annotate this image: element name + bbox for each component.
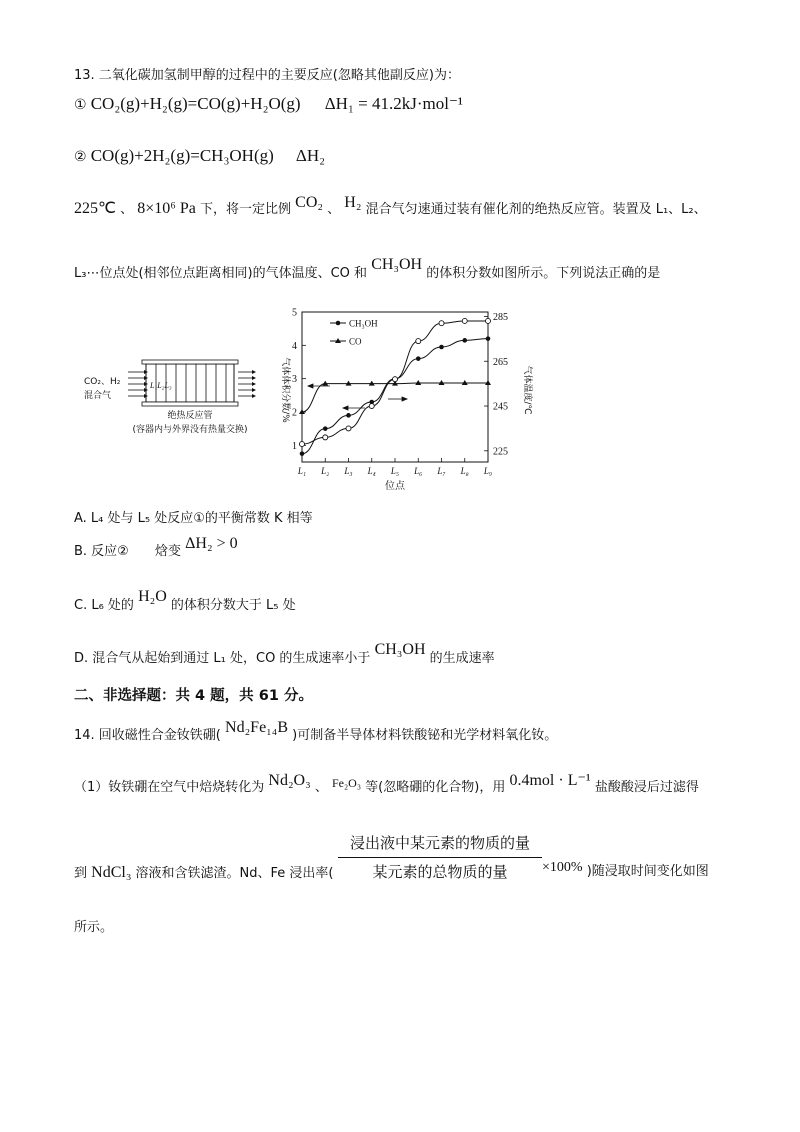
- option-b-math: ΔH₂ > 0: [185, 535, 238, 552]
- legend-label-ch3oh: CH₃OH: [349, 318, 378, 329]
- q14-part1: [74, 772, 699, 796]
- left-tick-label: 5: [292, 307, 297, 319]
- series-line-1: [302, 383, 488, 412]
- data-point: [346, 426, 351, 431]
- ch3oh-formula: CH₃OH: [371, 256, 423, 273]
- series-layer: [299, 318, 491, 456]
- fe2o3-formula: Fe₂O₃: [331, 776, 362, 790]
- x-tick-label: L₅: [390, 466, 400, 476]
- reaction-1-equation: CO₂(g)+H₂(g)=CO(g)+H₂O(g): [90, 94, 301, 113]
- q14-text: 14. 回收磁性合金钕铁硼(: [74, 728, 221, 743]
- reaction-2-equation: CO(g)+2H₂(g)=CH₃OH(g): [90, 146, 274, 165]
- separator: 、: [314, 780, 328, 795]
- data-point: [300, 442, 305, 447]
- temperature: 225℃: [74, 200, 116, 217]
- q14-formula: Nd₂Fe₁₄B: [225, 719, 288, 736]
- q14-part1-text: 等(忽略硼的化合物)，用: [365, 780, 506, 795]
- data-point: [369, 404, 374, 409]
- legend-label-co: CO: [349, 336, 362, 347]
- reaction-1-enthalpy: ΔH₁ = 41.2kJ·mol⁻¹: [324, 94, 464, 113]
- right-tick-label: 265: [493, 356, 508, 368]
- apparatus-diagram: [84, 360, 256, 435]
- option-d-label: D. 混合气从起始到通过 L₁ 处，CO 的生成速率小于: [74, 651, 371, 666]
- h2-formula: H₂: [344, 194, 362, 211]
- data-point: [346, 413, 351, 418]
- data-point: [323, 435, 328, 440]
- x-tick-label: L₆: [414, 466, 423, 476]
- separator: 、: [327, 202, 341, 217]
- option-c-text: 的体积分数大于 L₅ 处: [170, 598, 296, 613]
- data-point: [462, 338, 467, 343]
- data-point: [416, 339, 421, 344]
- conditions-text: L₃⋯位点处(相邻位点距离相同)的气体温度、CO 和: [74, 266, 368, 281]
- q14-text: 溶液和含铁滤渣。Nd、Fe 浸出率(: [135, 866, 334, 881]
- data-point: [439, 321, 444, 326]
- option-c: [74, 588, 296, 614]
- x-axis-ticks: [297, 458, 492, 476]
- q14-text: 到: [74, 866, 88, 881]
- q14-part1-text: （1）钕铁硼在空气中焙烧转化为: [74, 780, 265, 795]
- reaction-1-number: ①: [74, 97, 87, 113]
- inlet-label-1: CO₂、H₂: [84, 377, 121, 387]
- option-d-math: CH₃OH: [374, 641, 426, 658]
- x-tick-label: L₈: [460, 466, 469, 476]
- data-point: [486, 318, 491, 323]
- data-point: [323, 426, 328, 431]
- q14-part1-end: 所示。: [74, 920, 114, 935]
- inlet-label-2: 混合气: [84, 391, 112, 401]
- q13-figure: [0, 300, 800, 500]
- option-d-text: 的生成速率: [429, 651, 495, 666]
- inlet-arrows: [128, 372, 144, 396]
- option-b-label: B. 反应②: [74, 544, 129, 559]
- option-c-label: C. L₆ 处的: [74, 598, 134, 613]
- data-point: [393, 377, 398, 382]
- left-axis-label: 气体体积分数/%: [280, 357, 290, 423]
- q14-stem: [74, 719, 558, 744]
- nd2o3-formula: Nd₂O₃: [268, 772, 311, 789]
- right-tick-label: 245: [493, 401, 508, 413]
- q13-conditions-2: [74, 256, 661, 282]
- axis-indicator-arrows: [308, 384, 407, 410]
- data-point: [486, 336, 491, 341]
- data-point: [346, 381, 352, 386]
- q14-part1-cont: [74, 862, 334, 882]
- chart: [280, 308, 534, 493]
- x-tick-label: L₉: [483, 466, 493, 476]
- q14-part1-cont-2: [542, 856, 709, 879]
- tube-caption: 绝热反应管: [167, 411, 213, 421]
- plot-frame: [302, 312, 488, 462]
- q14-part1-text: 盐酸酸浸后过滤得: [594, 780, 699, 795]
- data-point: [462, 318, 467, 323]
- q13-conditions: [74, 194, 707, 218]
- data-point: [416, 356, 421, 361]
- x-tick-label: L₄: [367, 466, 376, 476]
- q13-stem: 13. 二氧化碳加氢制甲醇的过程中的主要反应(忽略其他副反应)为：: [74, 68, 460, 83]
- conditions-text: 的体积分数如图所示。下列说法正确的是: [426, 266, 661, 281]
- option-c-math: H₂O: [138, 588, 167, 605]
- left-tick-label: 2: [292, 407, 297, 419]
- right-tick-label: 285: [493, 311, 508, 323]
- reaction-2: [74, 146, 325, 166]
- pressure: 8×10⁶ Pa: [137, 200, 196, 217]
- q14-text: )可制备半导体材料铁酸铋和光学材料氧化钕。: [292, 728, 558, 743]
- option-d: [74, 641, 495, 667]
- fraction-bar: [338, 857, 542, 858]
- legend-marker-ch3oh: [336, 321, 341, 326]
- percent-factor: ×100%: [542, 860, 583, 875]
- reaction-2-number: ②: [74, 149, 87, 165]
- ndcl3-formula: NdCl₃: [91, 864, 132, 881]
- option-a: A. L₄ 处与 L₅ 处反应①的平衡常数 K 相等: [74, 511, 313, 526]
- co2-formula: CO₂: [295, 194, 323, 211]
- x-tick-label: L₃: [344, 466, 353, 476]
- option-b: [74, 535, 238, 560]
- outlet-arrows: [238, 372, 252, 396]
- x-tick-label: L₁: [297, 466, 307, 476]
- reaction-1: [74, 94, 463, 114]
- legend: [330, 319, 378, 347]
- outlet-arrowheads: [252, 370, 256, 398]
- data-point: [300, 451, 305, 456]
- left-tick-label: 1: [292, 440, 297, 452]
- fraction-denominator: 某元素的总物质的量: [372, 863, 508, 881]
- q14-text: )随浸取时间变化如图: [586, 864, 709, 879]
- data-point: [439, 345, 444, 350]
- data-point: [369, 381, 375, 386]
- right-tick-label: 225: [493, 446, 508, 458]
- x-tick-label: L₂: [321, 466, 330, 476]
- tube-caption-note: (容器内与外界没有热量交换): [132, 425, 248, 435]
- separator: 、: [120, 202, 134, 217]
- conditions-text: 混合气匀速通过装有催化剂的绝热反应管。装置及 L₁、L₂、: [365, 202, 707, 217]
- tube-position-labels: L₁L₂L₃: [150, 381, 172, 390]
- x-tick-label: L₇: [437, 466, 446, 476]
- left-axis-ticks: [292, 308, 306, 452]
- x-axis-label: 位点: [385, 481, 405, 492]
- fraction-numerator: 浸出液中某元素的物质的量: [349, 834, 530, 852]
- right-axis-label: 气体温度/℃: [522, 365, 532, 415]
- left-tick-label: 3: [292, 374, 297, 386]
- leaching-rate-fraction: [338, 832, 542, 882]
- concentration: 0.4mol · L⁻¹: [509, 772, 591, 789]
- left-tick-label: 4: [292, 340, 297, 352]
- tube-wall-top: [142, 360, 238, 364]
- section-title: 二、非选择题：共 4 题，共 61 分。: [74, 688, 313, 704]
- conditions-text: 下，将一定比例: [200, 202, 292, 217]
- tube-wall-bottom: [142, 402, 238, 406]
- option-b-text: 焓变: [154, 544, 181, 559]
- reaction-2-enthalpy: ΔH₂: [295, 146, 326, 165]
